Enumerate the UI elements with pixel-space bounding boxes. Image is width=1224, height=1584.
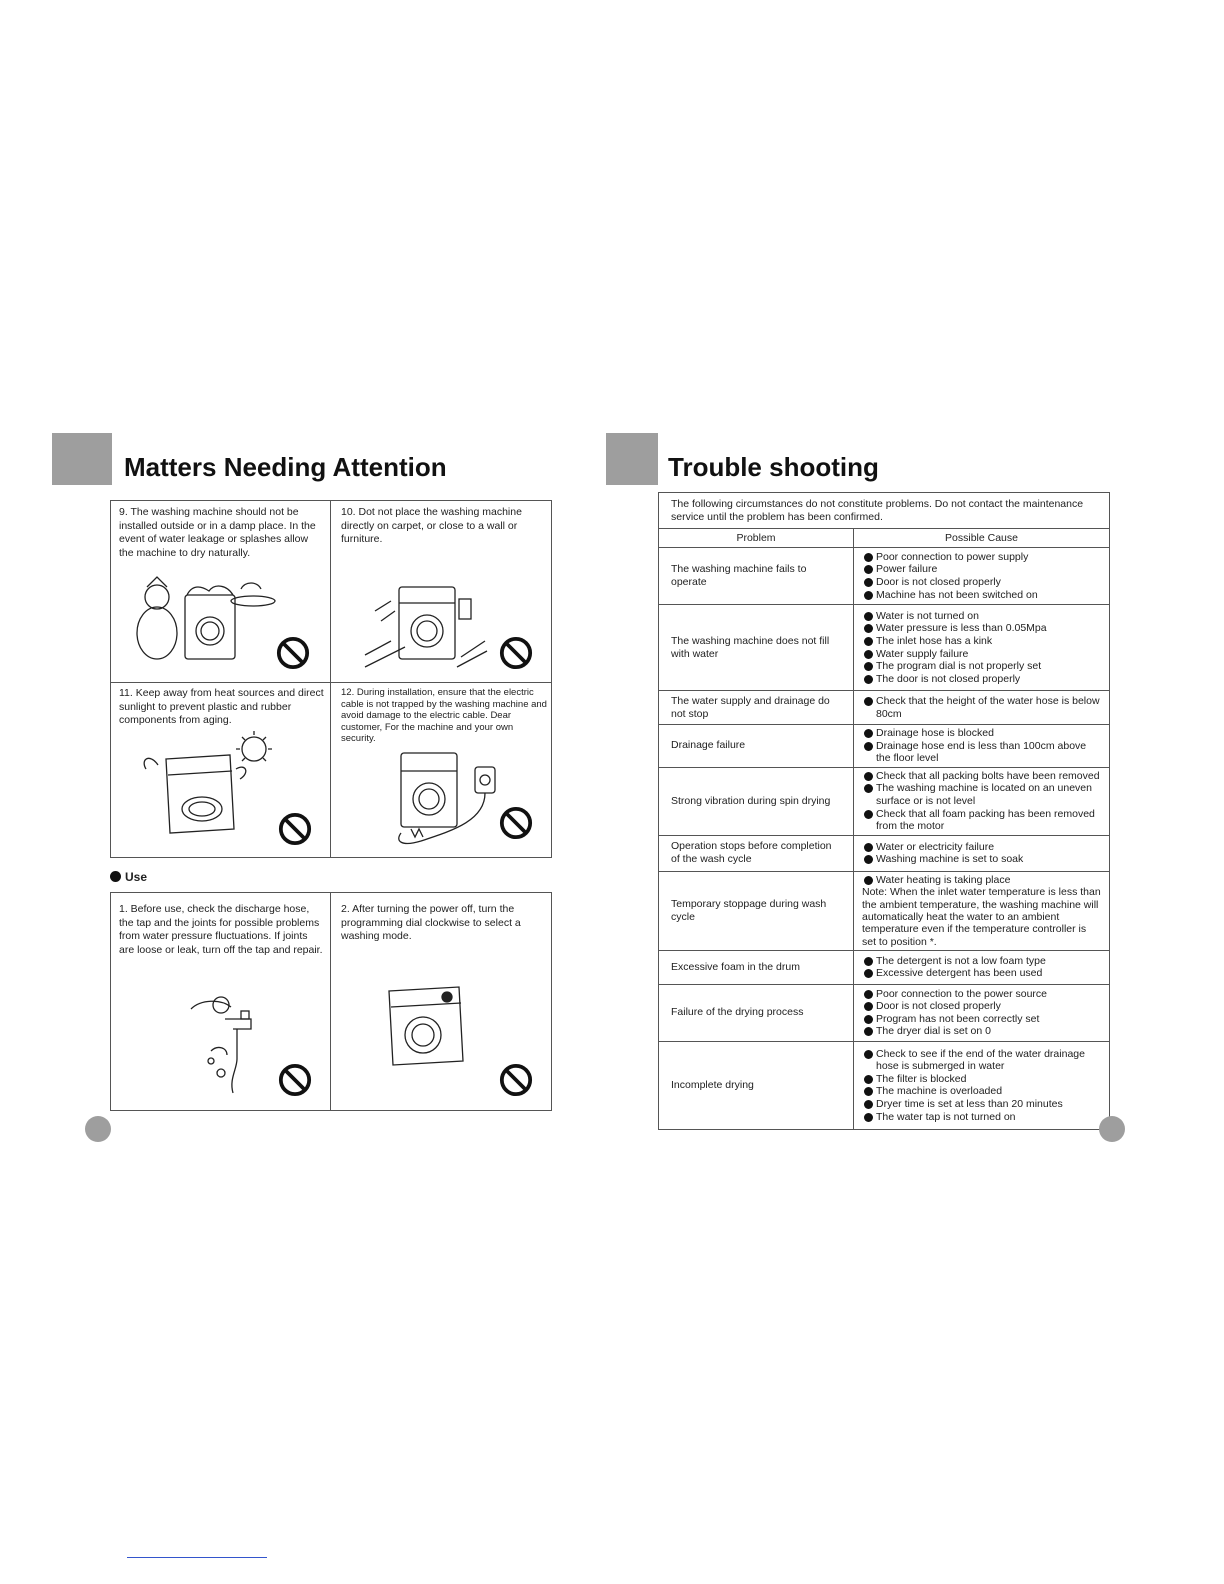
cause-list [862, 988, 1101, 1038]
cause-item: Washing machine is set to soak [862, 853, 1101, 866]
table-row [659, 725, 1110, 768]
bullet-icon [110, 871, 121, 882]
page-number-dot [85, 1116, 111, 1142]
cause-item: The machine is overloaded [862, 1085, 1101, 1098]
problem-cell: Operation stops before completion of the wash cycle [659, 835, 854, 871]
column-header-cause: Possible Cause [854, 529, 1110, 548]
use-heading [110, 870, 147, 884]
cause-list [862, 1048, 1101, 1124]
column-header-problem: Problem [659, 529, 854, 548]
table-row [659, 871, 1110, 950]
washer-sun-illustration [136, 729, 296, 841]
cause-cell [854, 835, 1110, 871]
use-item-2: 2. After turning the power off, turn the programming dial clockwise to select a washing mode. [341, 903, 521, 942]
table-row [659, 984, 1110, 1041]
cause-cell [854, 984, 1110, 1041]
attention-grid [110, 500, 552, 858]
cause-item: The inlet hose has a kink [862, 635, 1101, 648]
cause-item: Door is not closed properly [862, 576, 1101, 589]
table-row [659, 767, 1110, 835]
attention-item-9: 9. The washing machine should not be installed outside or in a damp place. In the event of water leakage or splashes allow the machine to dry naturally. [119, 506, 316, 559]
problem-cell: Excessive foam in the drum [659, 950, 854, 984]
table-intro: The following circumstances do not constitute problems. Do not contact the maintenance service until the problem has been confirmed. [659, 493, 1110, 529]
problem-cell: Incomplete drying [659, 1041, 854, 1129]
cause-item: The program dial is not properly set [862, 660, 1101, 673]
washer-dial-illustration [383, 983, 473, 1073]
cause-cell [854, 691, 1110, 725]
cause-item: Drainage hose end is less than 100cm above the floor level [862, 740, 1101, 765]
problem-cell: The washing machine does not fill with water [659, 605, 854, 691]
cause-item: Door is not closed properly [862, 1000, 1101, 1013]
table-row [659, 1041, 1110, 1129]
problem-cell: The washing machine fails to operate [659, 548, 854, 605]
troubleshooting-table [658, 492, 1110, 1130]
cause-cell [854, 1041, 1110, 1129]
table-body [659, 548, 1110, 1130]
cause-item: Check to see if the end of the water drainage hose is submerged in water [862, 1048, 1101, 1073]
cause-item: The dryer dial is set on 0 [862, 1025, 1101, 1038]
cause-item: Poor connection to power supply [862, 551, 1101, 564]
table-row [659, 605, 1110, 691]
cause-cell [854, 871, 1110, 950]
prohibited-icon [278, 812, 312, 846]
cause-item: The water tap is not turned on [862, 1111, 1101, 1124]
cause-cell [854, 605, 1110, 691]
cause-list [862, 695, 1101, 720]
footer-link-underline [127, 1557, 267, 1558]
cause-item: Water supply failure [862, 648, 1101, 661]
cause-item: The washing machine is located on an uneven surface or is not level [862, 782, 1101, 807]
cause-item: Check that all packing bolts have been removed [862, 770, 1101, 783]
cause-list [862, 551, 1101, 601]
cause-list [862, 955, 1101, 980]
attention-item-12: 12. During installation, ensure that the electric cable is not trapped by the washing machine and avoid damage to the electric cable. Dear customer, For the machine and your own security. [341, 687, 547, 744]
cause-item: Machine has not been switched on [862, 589, 1101, 602]
table-row [659, 950, 1110, 984]
cause-cell [854, 548, 1110, 605]
cause-item: Water is not turned on [862, 610, 1101, 623]
table-row [659, 691, 1110, 725]
cause-cell [854, 767, 1110, 835]
table-row [659, 835, 1110, 871]
problem-cell: The water supply and drainage do not stop [659, 691, 854, 725]
cause-list [862, 610, 1101, 686]
problem-cell: Failure of the drying process [659, 984, 854, 1041]
washer-near-wall-illustration [361, 581, 491, 671]
cause-item: Drainage hose is blocked [862, 727, 1101, 740]
cause-item: Check that all foam packing has been removed from the motor [862, 808, 1101, 833]
page-title-right: Trouble shooting [668, 452, 879, 482]
table-row [659, 548, 1110, 605]
cause-item: Water pressure is less than 0.05Mpa [862, 622, 1101, 635]
cause-list [862, 841, 1101, 866]
problem-cell: Strong vibration during spin drying [659, 767, 854, 835]
snowman-washer-illustration [133, 573, 293, 665]
cause-list [862, 770, 1101, 833]
cause-item: Program has not been correctly set [862, 1013, 1101, 1026]
cause-item: The detergent is not a low foam type [862, 955, 1101, 968]
attention-item-10: 10. Dot not place the washing machine directly on carpet, or close to a wall or furniture. [341, 506, 522, 545]
page-title-left: Matters Needing Attention [124, 452, 447, 482]
cause-item: Excessive detergent has been used [862, 967, 1101, 980]
page-number-dot [1099, 1116, 1125, 1142]
cause-cell [854, 725, 1110, 768]
cause-note: Note: When the inlet water temperature is less than the ambient temperature, the washing machine will automatically heat the water to an ambient temperature even if the temperature controller is set to position *. [862, 886, 1101, 948]
prohibited-icon [276, 636, 310, 670]
problem-cell: Drainage failure [659, 725, 854, 768]
cause-item: The door is not closed properly [862, 673, 1101, 686]
cause-item: Water heating is taking place [862, 874, 1101, 887]
cause-item: Water or electricity failure [862, 841, 1101, 854]
prohibited-icon [499, 806, 533, 840]
section-marker-left [52, 433, 112, 485]
use-item-1: 1. Before use, check the discharge hose, the tap and the joints for possible problems from water pressure fluctuations. If joints are loose or leak, turn off the tap and repair. [119, 903, 323, 956]
cause-item: The filter is blocked [862, 1073, 1101, 1086]
cause-item: Power failure [862, 563, 1101, 576]
attention-item-11: 11. Keep away from heat sources and direct sunlight to prevent plastic and rubber components from aging. [119, 687, 324, 726]
cause-cell [854, 950, 1110, 984]
problem-cell: Temporary stoppage during wash cycle [659, 871, 854, 950]
use-heading-label: Use [125, 870, 148, 884]
cause-list [862, 727, 1101, 765]
use-grid [110, 892, 552, 1111]
prohibited-icon [499, 636, 533, 670]
cause-item: Poor connection to the power source [862, 988, 1101, 1001]
section-marker-right [606, 433, 658, 485]
cause-item: Dryer time is set at less than 20 minutes [862, 1098, 1101, 1111]
cause-list [862, 874, 1101, 887]
prohibited-icon [499, 1063, 533, 1097]
prohibited-icon [278, 1063, 312, 1097]
tap-hose-illustration [181, 989, 271, 1099]
cause-item: Check that the height of the water hose is below 80cm [862, 695, 1101, 720]
